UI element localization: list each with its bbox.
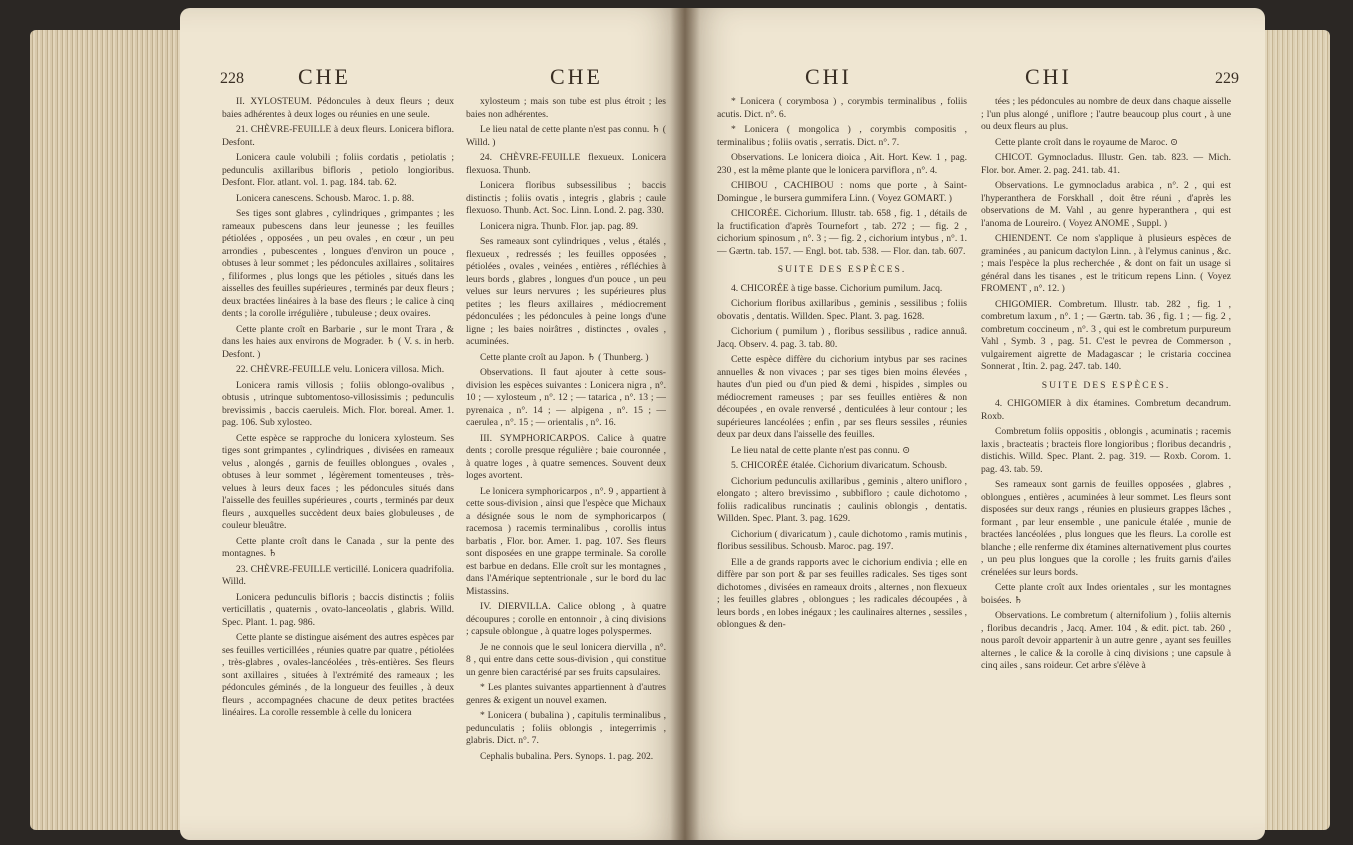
paragraph: Cichorium floribus axillaribus , geminis , sessilibus ; foliis obovatis , dentatis. Willden. Spec. Plant. 3. pag. 1628. — [717, 298, 967, 322]
paragraph: IV. DIERVILLA. Calice oblong , à quatre découpures ; corolle en entonnoir , à cinq divisions ; capsule oblongue , à quatre loges polyspermes. — [466, 601, 666, 637]
paragraph: Ses tiges sont glabres , cylindriques , grimpantes ; les rameaux pubescens dans leur jeunesse ; les feuilles pétiolées , opposées , un peu ovales , en cœur , un peu arrondies , pubescentes , longues d'environ un pouce , obtuses à leur sommet ; les pédoncules axillaires , solitaires , filiformes , plus longs que les pétioles , situés dans les aisselles des feuilles supérieures , terminés par deux fleurs ; deux bractées linéaires à la base des fleurs ; le calice à cinq dents ; la corolle irrégulière , tubuleuse ; deux ovaires. — [222, 208, 454, 319]
paragraph: Lonicera nigra. Thunb. Flor. jap. pag. 89. — [480, 220, 639, 232]
paragraph: Lonicera canescens. Schousb. Maroc. 1. p. 88. — [236, 192, 414, 204]
paragraph: Cette plante croît au Japon. ♄ ( Thunberg. ) — [480, 351, 649, 363]
paragraph: Lonicera ramis villosis ; foliis oblongo-ovalibus , obtusis , utrinque subtomentoso-villosissimis ; pedunculis brevissimis , baccis caeruleis. Mich. Flor. boreal. Amer. 1. pag. 106. Sub xylosteo. — [222, 379, 454, 428]
paragraph: Cette espèce diffère du cichorium intybus par ses racines annuelles & non vivaces ; par ses tiges bien moins élevées , hautes d'un pied ou d'un pied & demi , hispides , simples ou médiocrement rameuses ; par ses feuilles entières & non découpées , en ovale renversé , denticulées à leur contour ; les supérieures lancéolées ; enfin , par ses fleurs sessiles , réunies deux par deux dans l'aisselle des feuilles. — [717, 354, 967, 440]
paragraph: SUITE DES ESPÈCES. — [777, 264, 907, 275]
right-page-edges — [1260, 30, 1330, 830]
left-running-head-left: CHE — [298, 64, 351, 89]
paragraph: Le lieu natal de cette plante n'est pas connu. ⊙ — [731, 444, 911, 456]
book-gutter — [670, 8, 700, 840]
paragraph: Lonicera floribus subsessilibus ; baccis distinctis ; foliis ovatis , integris , glabris ; caule flexuoso. Thunb. Act. Soc. Linn. Lond. 2. pag. 330. — [466, 180, 666, 216]
right-page — [685, 8, 1265, 840]
paragraph: Cette plante croît dans le royaume de Maroc. ⊙ — [995, 136, 1179, 148]
left-running-head-right: CHE — [550, 64, 603, 89]
left-page-column-2 — [466, 96, 666, 826]
paragraph: Le lieu natal de cette plante n'est pas connu. ♄ ( Willd. ) — [466, 124, 666, 148]
paragraph: 21. CHÈVRE-FEUILLE à deux fleurs. Lonicera biflora. Desfont. — [222, 124, 454, 148]
paragraph: Le lonicera symphoricarpos , n°. 9 , appartient à cette sous-division , ainsi que l'espèce que Michaux a désignée sous le nom de symphoricarpos ( racemosa ) racemis terminalibus , corollis intus barbatis , Flor. bor. Amer. 1. pag. 107. Ses fleurs sont disposées en une grappe terminale. Sa corolle est barbue en dedans. Elle croît sur les montagnes , dans l'Amérique septentrionale , sur le bord du lac Mistassins. — [466, 485, 666, 597]
paragraph: CHIGOMIER. Combretum. Illustr. tab. 282 , fig. 1 , combretum laxum , n°. 1 ; — Gærtn. tab. 36 , fig. 1 ; — fig. 2 , combretum coccineum , n°. 3 , qui est le combretum purpureum Vahl , Symb. 3 , pag. 51. C'est le pevrea de Commerson , vulgairement aigrette de Madagascar ; le cristaria coccinea Sonnerat , Itin. 2. pag. 247. tab. 140. — [981, 298, 1231, 372]
paragraph: tées ; les pédoncules au nombre de deux dans chaque aisselle ; l'un plus alongé , uniflore ; l'autre beaucoup plus court , à une ou deux fleurs au plus. — [981, 96, 1231, 132]
paragraph: Cette espèce se rapproche du lonicera xylosteum. Ses tiges sont grimpantes , cylindriques , divisées en rameaux velus , alongés , garnis de feuilles oblongues , ovales , obtuses à leur sommet , légèrement tomenteuses , très-velues à leurs deux faces ; les pédoncules situés dans l'aisselle des feuilles supérieures , courts , terminés par deux fleurs , auxquelles succèdent deux baies globuleuses , de couleur bleuâtre. — [222, 432, 454, 531]
paragraph: Observations. Le combretum ( alternifolium ) , foliis alternis , floribus decandris , Jacq. Amer. 104 , & edit. pict. tab. 260 , nous paroît devoir appartenir à un autre genre , ayant ses feuilles alternes , le calice & la corolle à cinq divisions ; une capsule à cinq ailes , sans roideur. Cet arbre s'élève à — [981, 610, 1231, 671]
right-running-head-right: CHI — [1025, 64, 1072, 89]
paragraph: Cichorium pedunculis axillaribus , geminis , altero unifloro , elongato ; altero brevissimo , subbifloro ; caule dichotomo , foliis radicalibus runcinatis ; caulinis oblongis , dentatis. Willden. Spec. Plant. 3. pag. 1629. — [717, 475, 967, 524]
paragraph: 23. CHÈVRE-FEUILLE verticillé. Lonicera quadrifolia. Willd. — [222, 563, 454, 587]
paragraph: 5. CHICORÉE étalée. Cichorium divaricatum. Schousb. — [731, 460, 948, 471]
paragraph: Observations. Il faut ajouter à cette sous-division les espèces suivantes : Lonicera nigra , n°. 10 ; — xylosteum , n°. 12 ; — tatarica , n°. 13 ; — pyrenaica , n°. 14 ; — alpigena , n°. 15 ; — caerulea , n°. 15 ; — orientalis , n°. 16. — [466, 367, 666, 428]
left-page-column-1 — [222, 96, 454, 826]
paragraph: Cette plante croît dans le Canada , sur la pente des montagnes. ♄ — [222, 535, 454, 559]
paragraph: xylosteum ; mais son tube est plus étroit ; les baies non adhérentes. — [466, 96, 666, 120]
right-page-column-1 — [717, 96, 967, 826]
paragraph: Cichorium ( divaricatum ) , caule dichotomo , ramis mutinis , floribus sessilibus. Schousb. Maroc. pag. 197. — [717, 528, 967, 552]
paragraph: CHIENDENT. Ce nom s'applique à plusieurs espèces de graminées , au panicum dactylon Linn. , à l'elymus caninus , &c. ; mais l'espèce la plus recherchée , & dont on fait un usage si général dans les tisanes , est le triticum repens Linn. ( Voyez FROMENT , n°. 12. ) — [981, 233, 1231, 294]
paragraph: Lonicera pedunculis bifloris ; baccis distinctis ; foliis verticillatis , quaternis , ovato-lanceolatis , glabris. Willd. Spec. Plant. 1. pag. 986. — [222, 591, 454, 628]
paragraph: * Lonicera ( bubalina ) , capitulis terminalibus , pedunculatis ; foliis oblongis , integerrimis , glabris. Dict. n°. 7. — [466, 710, 666, 746]
paragraph: CHICORÉE. Cichorium. Illustr. tab. 658 , fig. 1 , détails de la fructification d'après Tournefort , tab. 272 ; — fig. 2 , cichorium spinosum , n°. 3 ; — fig. 2 , cichorium intybus , n°. 1. — Gærtn. tab. 157. — Engl. bot. tab. 538. — Flor. dan. tab. 607. — [717, 208, 967, 257]
paragraph: Cephalis bubalina. Pers. Synops. 1. pag. 202. — [480, 750, 654, 762]
left-page — [180, 8, 685, 840]
paragraph: SUITE DES ESPÈCES. — [1041, 379, 1171, 391]
paragraph: Ses rameaux sont cylindriques , velus , étalés , flexueux , redressés ; les feuilles opposées , pétiolées , ovales , veinées , entières , réfléchies à leurs bords , glabres , longues d'un pouce , un peu velues sur leurs nervures ; les supérieures plus petites ; les fleurs axillaires , médiocrement pédonculées ; les pédoncules à peine longs d'une ligne ; les baies noirâtres , distinctes , ovales , acuminées. — [466, 236, 666, 347]
right-page-number: 229 — [1215, 70, 1239, 87]
paragraph: Cette plante croît aux Indes orientales , sur les montagnes boisées. ♄ — [981, 582, 1231, 606]
paragraph: * Lonicera ( corymbosa ) , corymbis terminalibus , foliis acutis. Dict. n°. 6. — [717, 96, 967, 120]
paragraph: CHIBOU , CACHIBOU : noms que porte , à Saint-Domingue , le bursera gummifera Linn. ( Voyez GOMART. ) — [717, 180, 967, 204]
paragraph: Lonicera caule volubili ; foliis cordatis , petiolatis ; pedunculis axillaribus bifloris , petiolo longioribus. Desfont. Flor. atlant. vol. 1. pag. 184. tab. 62. — [222, 152, 454, 188]
paragraph: Cichorium ( pumilum ) , floribus sessilibus , radice annuâ. Jacq. Obserν. 4. pag. 3. tab. 80. — [717, 326, 967, 350]
paragraph: Cette plante croît en Barbarie , sur le mont Trara , & dans les haies aux environs de Mograder. ♄ ( V. s. in herb. Desfont. ) — [222, 323, 454, 360]
paragraph: 24. CHÈVRE-FEUILLE flexueux. Lonicera flexuosa. Thunb. — [466, 152, 666, 176]
left-page-number: 228 — [220, 70, 244, 87]
paragraph: Observations. Le lonicera dioica , Ait. Hort. Kew. 1 , pag. 230 , est la même plante que le lonicera parviflora , n°. 4. — [717, 152, 967, 176]
paragraph: Je ne connois que le seul lonicera diervilla , n°. 8 , qui entre dans cette sous-division , qui constitue un genre bien caractérisé par ses fruits capsulaires. — [466, 641, 666, 678]
paragraph: 22. CHÈVRE-FEUILLE velu. Lonicera villosa. Mich. — [236, 364, 445, 375]
paragraph: Combretum foliis oppositis , oblongis , acuminatis ; racemis laxis , bracteatis ; bracteis flore longioribus ; floribus decandris , distichis. Willd. Spec. Plant. 2. pag. 319. — Roxb. Corom. 1. pag. 43. tab. 59. — [981, 426, 1231, 475]
paragraph: Elle a de grands rapports avec le cichorium endivia ; elle en diffère par son port & par ses feuilles radicales. Ses tiges sont dichotomes , divisées en rameaux droits , alternes , non flexueux ; les feuilles glabres , oblongues ; les radicales découpées , à leurs bords , en lobes inégaux ; les caulinaires alternes , sessiles , oblongues & den- — [717, 556, 967, 630]
paragraph: II. XYLOSTEUM. Pédoncules à deux fleurs ; deux baies adhérentes à deux loges ou réunies en une seule. — [222, 96, 454, 120]
paragraph: Ses rameaux sont garnis de feuilles opposées , glabres , oblongues , entières , acuminées à leur sommet. Les fleurs sont disposées sur deux rangs , réunies en plusieurs grappes lâches , formant , par leur ensemble , une panicule étalée , munie de bractées lancéolées , plus longues que les fleurs. La corolle est blanche ; elle renferme dix étamines alternativement plus courtes , un peu plus longues que la corolle ; les fruits garnis d'ailes crénelées sur leurs bords. — [981, 479, 1231, 578]
paragraph: 4. CHIGOMIER à dix étamines. Combretum decandrum. Roxb. — [981, 398, 1231, 422]
paragraph: Cette plante se distingue aisément des autres espèces par ses feuilles verticillées , réunies quatre par quatre , pétiolées , très-glabres , ovales-lancéolées , très-entières. Ses fleurs sont axillaires , situées à l'extrémité des rameaux ; les pédoncules géminés , de la longueur des feuilles , à deux fleurs , accompagnées chacune de deux petites bractées linéaires. La corolle ressemble à celle du lonicera — [222, 632, 454, 718]
right-running-head-left: CHI — [805, 64, 852, 89]
paragraph: CHICOT. Gymnocladus. Illustr. Gen. tab. 823. — Mich. Flor. bor. Amer. 2. pag. 241. tab. 41. — [981, 152, 1231, 176]
paragraph: III. SYMPHORICARPOS. Calice à quatre dents ; corolle presque régulière ; baie couronnée , à quatre loges , à quatre semences. Souvent deux loges avortent. — [466, 432, 666, 481]
paragraph: Observations. Le gymnocladus arabica , n°. 2 , qui est l'hyperanthera de Forskhall , doit être réuni , d'après les observations de M. Vahl , au genre hyperanthera , qui est l'anoma de Loureiro. ( Voyez ANOME , Suppl. ) — [981, 180, 1231, 229]
open-book — [30, 8, 1330, 840]
right-page-column-2 — [981, 96, 1231, 826]
paragraph: * Lonicera ( mongolica ) , corymbis compositis , terminalibus ; foliis ovatis , serratis. Dict. n°. 7. — [717, 124, 967, 148]
paragraph: 4. CHICORÉE à tige basse. Cichorium pumilum. Jacq. — [731, 282, 943, 294]
paragraph: * Les plantes suivantes appartiennent à d'autres genres & exigent un nouvel examen. — [466, 682, 666, 706]
